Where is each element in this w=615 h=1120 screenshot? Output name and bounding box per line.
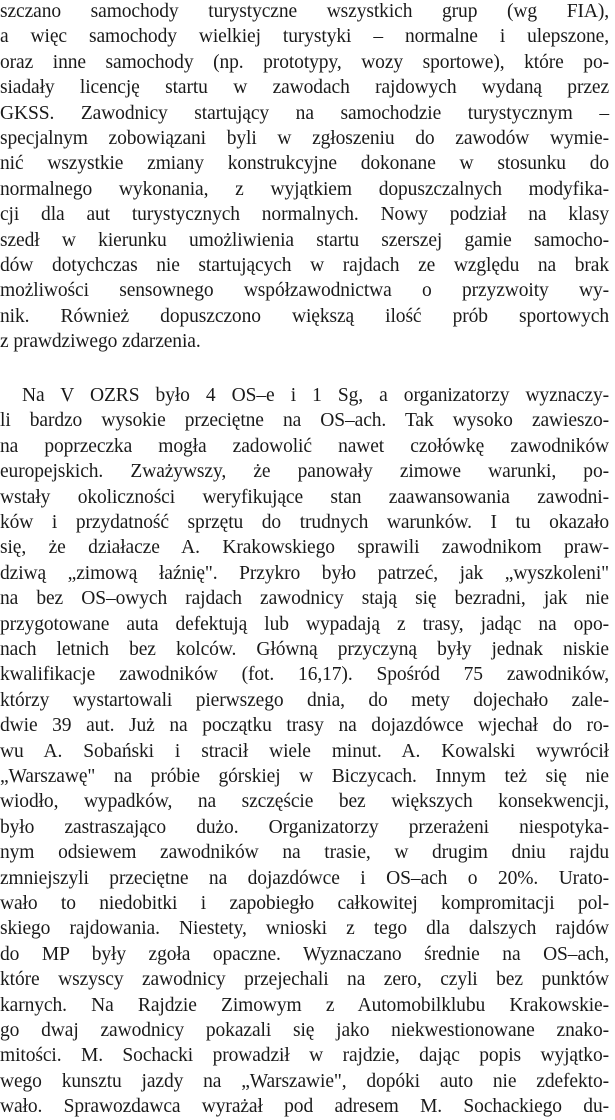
text-line: przygotowane auta defektują lub wypadają z trasy, jadąc na opo- — [0, 613, 609, 635]
text-line: do MP były zgoła opaczne. Wyznaczano średnie na OS–ach, — [0, 943, 609, 965]
text-line: nach letnich bez kolców. Główną przyczyną były jednak niskie — [0, 639, 609, 660]
text-line: wego kunsztu jazdy na „Warszawie", dopóki auto nie zdefekto- — [0, 1070, 609, 1092]
text-line: na bez OS–owych rajdach zawodnicy stają się bezradni, jak nie — [0, 588, 609, 610]
text-line: wało to niedobitki i zapobiegło całkowitej kompromitacji pol- — [0, 893, 609, 914]
text-line: szczano samochody turystyczne wszystkich grup (wg FIA), — [0, 1, 609, 22]
text-line: go dwaj zawodnicy pokazali się jako niekwestionowane znako- — [0, 1020, 609, 1041]
text-line: kwalifikacje zawodników (fot. 16,17). Spośród 75 zawodników, — [0, 664, 609, 686]
text-line: nym odsiewem zawodników na trasie, w drugim dniu rajdu — [0, 842, 609, 864]
text-line: specjalnym zobowiązani byli w zgłoszeniu do zawodów wymie- — [0, 128, 609, 149]
text-line: cji dla aut turystycznych normalnych. Nowy podział na klasy — [0, 204, 609, 226]
text-line: karnych. Na Rajdzie Zimowym z Automobilklubu Krakowskie- — [0, 994, 609, 1016]
text-line: skiego rajdowania. Niestety, wnioski z tego dla dalszych rajdów — [0, 918, 609, 940]
text-line: Na V OZRS było 4 OS–e i 1 Sg, a organizatorzy wyznaczy- — [22, 385, 609, 406]
text-line: którzy wystartowali pierwszego dnia, do mety dojechało zale- — [0, 689, 609, 711]
text-line: dwie 39 aut. Już na początku trasy na dojazdówce wjechał do ro- — [0, 715, 609, 737]
text-line: wiodło, wypadków, na szczęście bez większych konsekwencji, — [0, 791, 609, 813]
text-line: nik. Również dopuszczono większą ilość prób sportowych — [0, 305, 609, 327]
text-line: możliwości sensownego współzawodnictwa o przyzwoity wy- — [0, 280, 609, 302]
text-line: wstały okoliczności weryfikujące stan zaawansowania zawodni- — [0, 486, 609, 508]
text-line: europejskich. Zważywszy, że panowały zimowe warunki, po- — [0, 461, 609, 483]
text-line: było zastraszająco dużo. Organizatorzy przerażeni niespotyka- — [0, 816, 609, 838]
text-line: wu A. Sobański i stracił wiele minut. A. Kowalski wywrócił — [0, 740, 609, 762]
text-line: dów dotychczas nie startujących w rajdach ze względu na brak — [0, 255, 609, 276]
text-line: z prawdziwego zdarzenia. — [0, 331, 201, 353]
text-line: „Warszawę" na próbie górskiej w Biczycach. Innym też się nie — [0, 766, 609, 787]
text-line: ków i przydatność sprzętu do trudnych warunków. I tu okazało — [0, 512, 609, 533]
text-line: się, że działacze A. Krakowskiego sprawili zawodnikom praw- — [0, 537, 609, 559]
text-line: nić wszystkie zmiany konstrukcyjne dokonane w stosunku do — [0, 153, 609, 175]
text-line: mitości. M. Sochacki prowadził w rajdzie, dając popis wyjątko- — [0, 1045, 609, 1067]
text-line: siadały licencję startu w zawodach rajdowych wydaną przez — [0, 77, 609, 99]
text-line: GKSS. Zawodnicy startujący na samochodzie turystycznym – — [0, 102, 609, 124]
text-line: które wszyscy zawodnicy przejechali na zero, czyli bez punktów — [0, 969, 609, 991]
text-line: a więc samochody wielkiej turystyki – normalne i ulepszone, — [0, 26, 609, 48]
text-line: zmniejszyli przeciętne na dojazdówce i OS–ach o 20%. Urato- — [0, 867, 609, 889]
text-line: na poprzeczka mogła zadowolić nawet czołówkę zawodników — [0, 435, 609, 457]
text-line: oraz inne samochody (np. prototypy, wozy sportowe), które po- — [0, 51, 609, 73]
text-line: normalnego wykonania, z wyjątkiem dopuszczalnych modyfika- — [0, 178, 609, 200]
text-line: li bardzo wysokie przeciętne na OS–ach. Tak wysoko zawieszo- — [0, 410, 609, 432]
text-line: wało. Sprawozdawca wyrażał pod adresem M. Sochackiego du- — [0, 1096, 609, 1118]
text-line: dziwą „zimową łaźnię". Przykro było patrzeć, jak „wyszkoleni" — [0, 562, 609, 584]
text-line: szedł w kierunku umożliwienia startu szerszej gamie samocho- — [0, 229, 609, 251]
